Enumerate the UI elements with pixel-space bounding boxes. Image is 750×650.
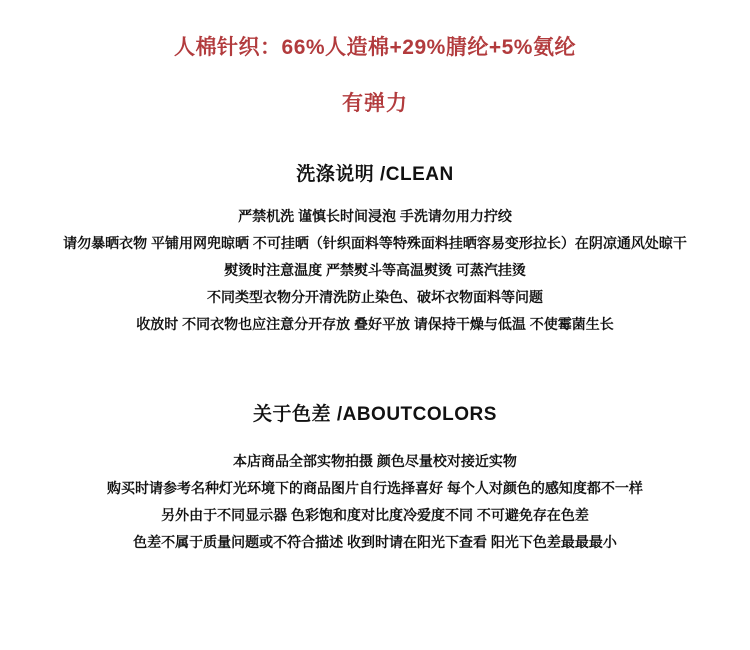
wash-instruction-line: 收放时 不同衣物也应注意分开存放 叠好平放 请保持干燥与低温 不使霉菌生长 — [136, 316, 614, 332]
color-note-line: 色差不属于质量问题或不符合描述 收到时请在阳光下查看 阳光下色差最最最小 — [133, 534, 617, 550]
wash-instruction-line: 请勿暴晒衣物 平铺用网兜晾晒 不可挂晒（针织面料等特殊面料挂晒容易变形拉长）在阴凉通风处晾干 — [63, 235, 687, 251]
wash-instruction-line: 不同类型衣物分开清洗防止染色、破坏衣物面料等问题 — [207, 289, 543, 305]
color-section-heading: 关于色差 /ABOUTCOLORS — [253, 404, 497, 425]
wash-instructions-list — [0, 203, 750, 338]
wash-section-heading: 洗涤说明 /CLEAN — [296, 164, 454, 185]
wash-instruction-line: 熨烫时注意温度 严禁熨斗等高温熨烫 可蒸汽挂烫 — [224, 262, 526, 278]
color-note-line: 另外由于不同显示器 色彩饱和度对比度冷爱度不同 不可避免存在色差 — [161, 507, 589, 523]
color-note-line: 购买时请参考名种灯光环境下的商品图片自行选择喜好 每个人对颜色的感知度都不一样 — [107, 480, 643, 496]
color-note-line: 本店商品全部实物拍摄 颜色尽量校对接近实物 — [233, 453, 517, 469]
color-notes-list — [0, 448, 750, 556]
elasticity-text: 有弹力 — [342, 92, 408, 115]
fabric-composition-text: 人棉针织：66%人造棉+29%腈纶+5%氨纶 — [174, 36, 576, 59]
wash-instruction-line: 严禁机洗 谨慎长时间浸泡 手洗请勿用力拧绞 — [238, 208, 512, 224]
